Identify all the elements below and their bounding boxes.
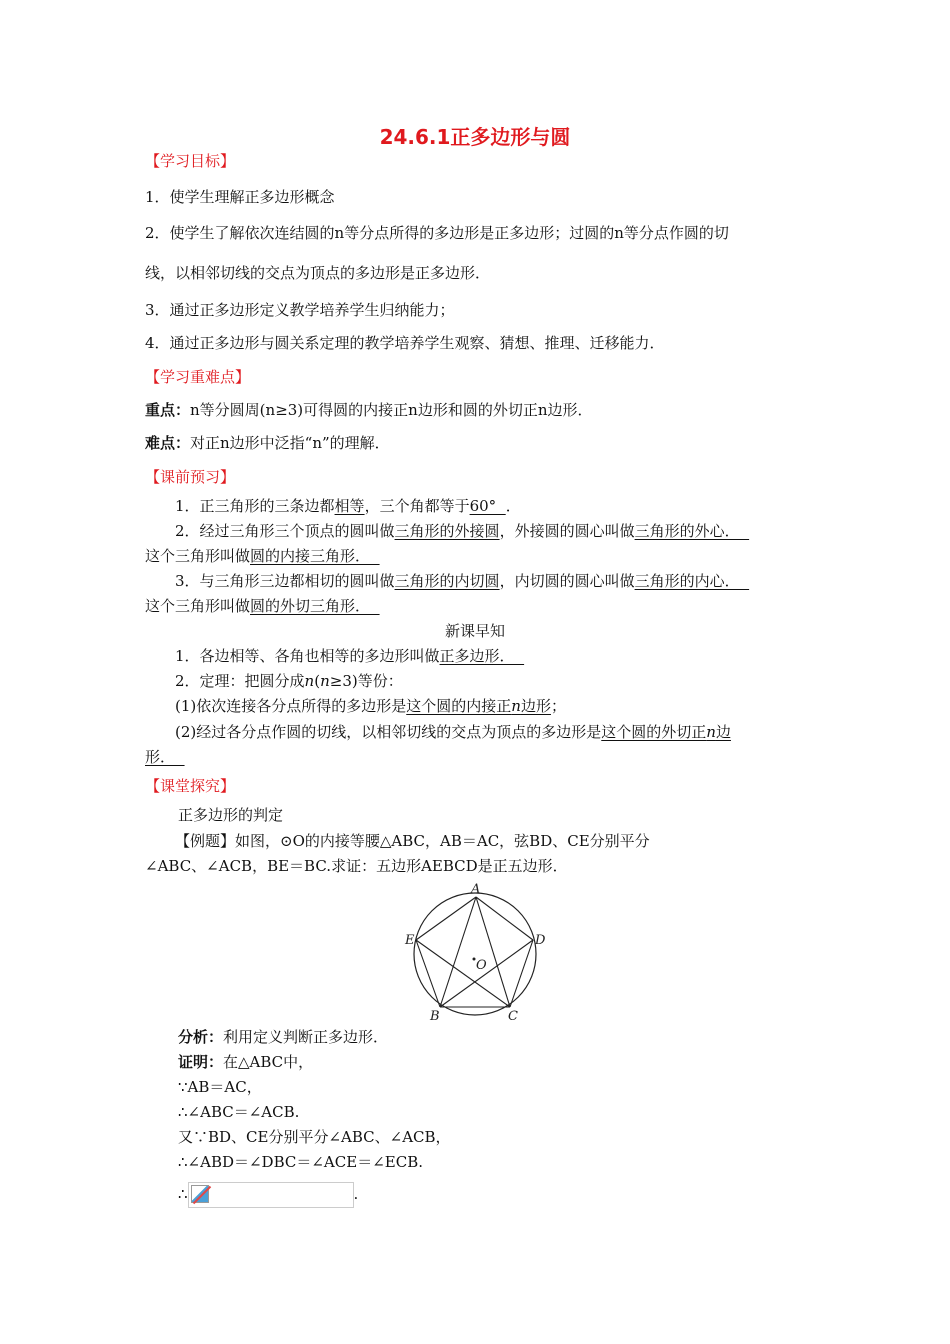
answer-blank: 三角形的外接圆 <box>394 522 500 540</box>
text-segment: 【学习重难点】 <box>145 368 251 386</box>
text-segment: 1．各边相等、各角也相等的多边形叫做 <box>175 647 440 665</box>
label-bold: 难点： <box>145 434 191 452</box>
pentagon-in-circle-figure <box>400 880 560 1025</box>
text-segment: 这个三角形叫做 <box>145 547 251 565</box>
answer-blank: 圆的外切三角形． <box>250 597 380 615</box>
text-line <box>178 1127 451 1147</box>
text-segment: 【课前预习】 <box>145 468 236 486</box>
answer-blank: 三角形的内切圆 <box>394 572 500 590</box>
answer-blank: 60° <box>469 497 506 515</box>
edge-DC <box>510 940 533 1007</box>
text-line <box>145 747 185 767</box>
text-segment: (2)经过各分点作圆的切线，以相邻切线的交点为顶点的多边形是 <box>175 723 602 741</box>
subheading-line <box>0 621 950 641</box>
text-segment: 【学习目标】 <box>145 152 236 170</box>
text-segment: ，内切圆的圆心叫做 <box>499 572 635 590</box>
edge-EB <box>416 940 440 1007</box>
text-line <box>145 546 380 566</box>
text-line <box>178 1027 388 1047</box>
circle-o <box>414 893 536 1015</box>
text-segment: 2．经过三角形三个顶点的圆叫做 <box>175 522 395 540</box>
text-segment: 4．通过正多边形与圆关系定理的教学培养学生观察、猜想、推理、迁移能力． <box>145 334 665 352</box>
text-segment: ； <box>550 697 566 715</box>
text-segment: 对正n边形中泛指“n”的理解． <box>190 434 390 452</box>
text-segment: 正多边形的判定 <box>178 806 284 824</box>
text-segment: ∴ <box>178 1185 188 1203</box>
text-segment: 【课堂探究】 <box>145 777 236 795</box>
text-segment: 线，以相邻切线的交点为顶点的多边形是正多边形． <box>145 264 491 282</box>
text-line <box>175 831 807 851</box>
text-segment: ∠ABC、∠ACB，BE＝BC.求证：五边形AEBCD是正五边形． <box>145 857 568 875</box>
text-line <box>145 300 455 320</box>
text-segment: 又∵BD、CE分别平分∠ABC、∠ACB， <box>178 1128 451 1146</box>
text-line <box>175 521 807 541</box>
answer-blank: n <box>511 697 521 715</box>
text-line <box>145 596 380 616</box>
text-segment: 新课早知 <box>444 622 505 640</box>
text-line <box>178 1102 299 1122</box>
text-segment: 【例题】如图，⊙O的内接等腰△ABC，AB＝AC，弦BD、CE分别平分 <box>175 832 650 850</box>
broken-image-placeholder <box>188 1182 354 1208</box>
text-line <box>178 1152 423 1172</box>
text-line <box>178 1052 313 1072</box>
heading-line <box>145 467 235 487</box>
text-segment: ． <box>505 497 521 515</box>
text-segment: . <box>353 1185 359 1203</box>
answer-blank: 形． <box>145 748 185 766</box>
title-line <box>0 124 950 150</box>
text-line <box>178 1182 358 1202</box>
text-segment: 1．使学生理解正多边形概念 <box>145 188 335 206</box>
label-O: O <box>476 958 487 973</box>
text-line <box>175 671 403 691</box>
label-bold: 重点： <box>145 401 191 419</box>
text-segment: ，三个角都等于 <box>364 497 470 515</box>
text-line <box>145 333 665 353</box>
text-line <box>175 496 521 516</box>
text-line <box>175 722 807 742</box>
chord-EC <box>416 940 510 1007</box>
text-segment: (1)依次连接各分点所得的多边形是 <box>175 697 407 715</box>
label-bold: 证明： <box>178 1053 224 1071</box>
answer-blank: 这个圆的外切正 <box>601 723 707 741</box>
text-line <box>175 646 524 666</box>
chord-AB <box>440 897 476 1007</box>
answer-blank: 边形 <box>520 697 551 715</box>
answer-blank: 正多边形． <box>439 647 525 665</box>
answer-blank: 三角形的内心． <box>634 572 750 590</box>
text-segment: n <box>320 672 330 690</box>
answer-blank: 这个圆的内接正 <box>406 697 512 715</box>
text-segment: ∴∠ABD＝∠DBC＝∠ACE＝∠ECB. <box>178 1153 423 1171</box>
text-line <box>145 433 390 453</box>
text-line <box>175 696 566 716</box>
label-D: D <box>535 933 546 948</box>
text-segment: 3．与三角形三边都相切的圆叫做 <box>175 572 395 590</box>
heading-line <box>145 776 235 796</box>
answer-blank: n <box>706 723 716 741</box>
label-E: E <box>405 933 415 948</box>
text-segment: 2．使学生了解依次连结圆的n等分点所得的多边形是正多边形；过圆的n等分点作圆的切 <box>145 224 729 242</box>
broken-image-icon <box>191 1185 209 1203</box>
text-line <box>178 805 283 825</box>
text-segment: 24.6.1正多边形与圆 <box>379 125 571 149</box>
text-segment: 2．定理：把圆分成 <box>175 672 305 690</box>
text-segment: ∵AB＝AC， <box>178 1078 262 1096</box>
heading-line <box>145 367 250 387</box>
text-segment: 利用定义判断正多边形． <box>223 1028 389 1046</box>
answer-blank: 圆的内接三角形． <box>250 547 380 565</box>
text-segment: n等分圆周(n≥3)可得圆的内接正n边形和圆的外切正n边形． <box>190 401 593 419</box>
text-line <box>145 400 592 420</box>
text-line <box>178 1077 262 1097</box>
text-segment: n <box>304 672 315 690</box>
text-line <box>145 223 805 243</box>
text-line <box>145 856 568 876</box>
text-segment: ，外接圆的圆心叫做 <box>499 522 635 540</box>
label-C: C <box>508 1009 518 1024</box>
text-segment: 1．正三角形的三条边都 <box>175 497 335 515</box>
heading-line <box>145 151 235 171</box>
text-line <box>145 187 335 207</box>
text-segment: 在△ABC中， <box>223 1053 314 1071</box>
text-line <box>175 571 807 591</box>
text-segment: 这个三角形叫做 <box>145 597 251 615</box>
text-segment: ∴∠ABC＝∠ACB. <box>178 1103 300 1121</box>
answer-blank: 边 <box>715 723 731 741</box>
text-segment: ( <box>314 672 321 690</box>
text-segment: 3．通过正多边形定义教学培养学生归纳能力； <box>145 301 455 319</box>
label-A: A <box>471 882 481 897</box>
text-line <box>145 263 490 283</box>
chord-AC <box>476 897 510 1007</box>
label-bold: 分析： <box>178 1028 224 1046</box>
text-segment: ≥3)等份： <box>329 672 403 690</box>
answer-blank: 相等 <box>334 497 365 515</box>
answer-blank: 三角形的外心． <box>634 522 750 540</box>
label-B: B <box>430 1009 440 1024</box>
